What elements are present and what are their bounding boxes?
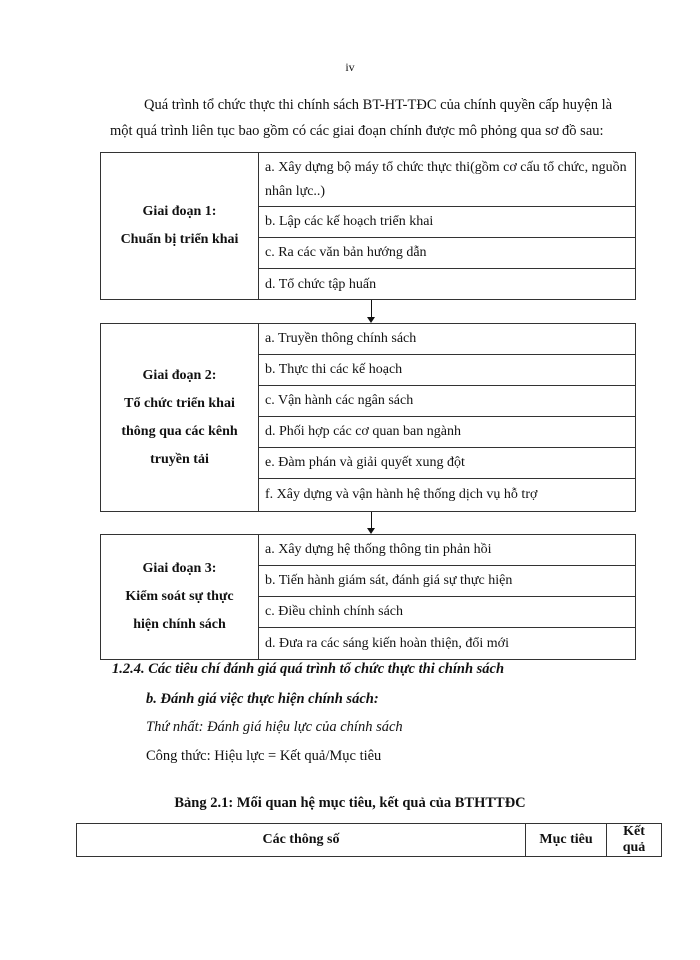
stage-2-item: e. Đàm phán và giải quyết xung đột	[259, 448, 635, 479]
stage-2-item: b. Thực thi các kế hoạch	[259, 355, 635, 386]
stage-1-item: c. Ra các văn bản hướng dẫn	[259, 238, 635, 269]
stage-1-items	[259, 153, 635, 299]
first-point: Thứ nhất: Đánh giá hiệu lực của chính sách	[146, 719, 403, 735]
stage-3-box	[100, 534, 636, 660]
stage-3-title: Giai đoạn 3:	[142, 561, 217, 576]
stage-3-label	[101, 535, 259, 659]
stage-2-item: a. Truyền thông chính sách	[259, 324, 635, 355]
arrow-down-icon	[366, 512, 376, 534]
stage-3-item: b. Tiến hành giám sát, đánh giá sự thực hiện	[259, 566, 635, 597]
stage-3-subtitle-line: hiện chính sách	[133, 617, 226, 632]
stage-2-label	[101, 324, 259, 511]
stage-1-subtitle-line: Chuẩn bị triển khai	[120, 232, 239, 247]
intro-paragraph	[110, 92, 650, 144]
stage-3-items	[259, 535, 635, 659]
table-header-row	[77, 824, 662, 857]
stage-2-items	[259, 324, 635, 511]
stage-1-item: d. Tổ chức tập huấn	[265, 277, 377, 292]
arrow-down-icon	[366, 300, 376, 323]
table-header-cell: Kết quả	[607, 824, 662, 857]
section-heading: 1.2.4. Các tiêu chí đánh giá quá trình tổ chức thực thi chính sách	[112, 661, 505, 677]
stage-1-title: Giai đoạn 1:	[142, 204, 217, 219]
intro-line-1: Quá trình tổ chức thực thi chính sách BT-HT-TĐC của chính quyền cấp huyện là	[144, 97, 613, 113]
stage-1-item: a. Xây dựng bộ máy tổ chức thực thi(gồm cơ cấu tổ chức, nguồn nhân lực..)	[259, 153, 635, 207]
stage-2-box	[100, 323, 636, 512]
formula-line: Công thức: Hiệu lực = Kết quả/Mục tiêu	[146, 748, 382, 764]
stage-2-subtitle-line: truyền tải	[150, 451, 209, 467]
stage-1-item: b. Lập các kế hoạch triển khai	[259, 207, 635, 238]
sub-heading: b. Đánh giá việc thực hiện chính sách:	[146, 691, 379, 707]
table-header-cell: Mục tiêu	[526, 824, 607, 857]
table-caption: Bảng 2.1: Mối quan hệ mục tiêu, kết quả của BTHTTĐC	[174, 795, 526, 811]
stage-2-item: d. Phối hợp các cơ quan ban ngành	[259, 417, 635, 448]
stage-3-item: a. Xây dựng hệ thống thông tin phản hồi	[259, 535, 635, 566]
stage-2-subtitle-line: Tổ chức triển khai	[124, 395, 235, 411]
stage-3-item: d. Đưa ra các sáng kiến hoàn thiện, đổi mới	[265, 636, 509, 651]
stage-1-label	[101, 153, 259, 299]
parameters-table	[76, 823, 662, 857]
stage-2-title: Giai đoạn 2:	[142, 367, 217, 383]
table-header-cell: Các thông số	[77, 824, 526, 857]
stage-3-item: c. Điều chỉnh chính sách	[259, 597, 635, 628]
stage-2-item: f. Xây dựng và vận hành hệ thống dịch vụ hỗ trợ	[265, 487, 538, 502]
stage-2-item: c. Vận hành các ngân sách	[259, 386, 635, 417]
stage-3-subtitle-line: Kiểm soát sự thực	[125, 589, 234, 604]
intro-line-2: một quá trình liên tục bao gồm có các giai đoạn chính được mô phỏng qua sơ đồ sau:	[110, 123, 604, 139]
stage-1-box	[100, 152, 636, 300]
stage-2-subtitle-line: thông qua các kênh	[121, 423, 238, 439]
page-number: iv	[345, 60, 355, 74]
